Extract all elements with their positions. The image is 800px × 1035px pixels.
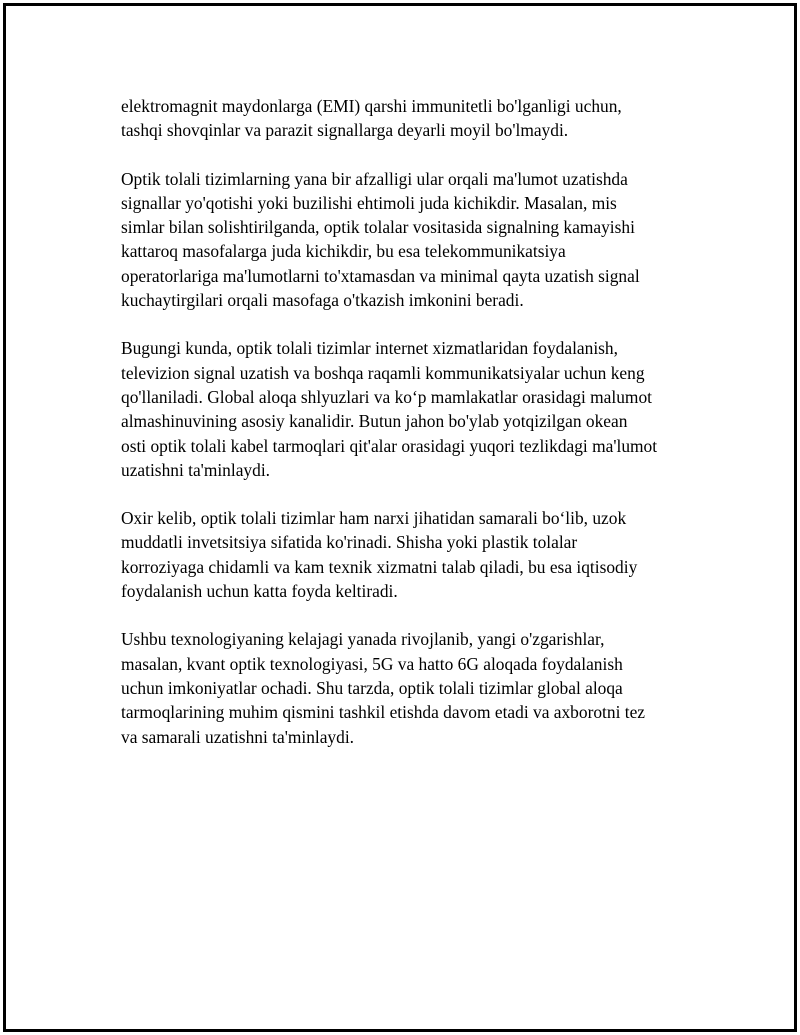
text-line: uchun imkoniyatlar ochadi. Shu tarzda, optik tolali tizimlar global aloqa — [121, 677, 623, 698]
paragraph-1 — [121, 94, 701, 143]
document-page — [3, 3, 797, 1032]
text-line: muddatli invetsitsiya sifatida ko'rinadi. Shisha yoki plastik tolalar — [121, 532, 578, 553]
text-line: operatorlariga ma'lumotlarni to'xtamasdan va minimal qayta uzatish signal — [121, 265, 640, 286]
text-line: kuchaytirgilari orqali masofaga o'tkazish imkonini beradi. — [121, 290, 524, 311]
text-line: Ushbu texnologiyaning kelajagi yanada rivojlanib, yangi o'zgarishlar, — [121, 629, 605, 650]
text-line: signallar yo'qotishi yoki buzilishi ehtimoli juda kichikdir. Masalan, mis — [121, 192, 617, 213]
paragraph-4 — [121, 506, 701, 603]
paragraph-3 — [121, 336, 701, 482]
text-line: simlar bilan solishtirilganda, optik tolalar vositasida signalning kamayishi — [121, 217, 635, 238]
text-line: Optik tolali tizimlarning yana bir afzalligi ular orqali ma'lumot uzatishda — [121, 168, 628, 189]
text-line: almashinuvining asosiy kanalidir. Butun jahon bo'ylab yotqizilgan okean — [121, 411, 628, 432]
text-line: tashqi shovqinlar va parazit signallarga deyarli moyil bo'lmaydi. — [121, 120, 569, 141]
text-line: qo'llaniladi. Global aloqa shlyuzlari va ko‘p mamlakatlar orasidagi malumot — [121, 386, 652, 407]
text-line: kattaroq masofalarga juda kichikdir, bu esa telekommunikatsiya — [121, 241, 566, 262]
text-line: televizion signal uzatish va boshqa raqamli kommunikatsiyalar uchun keng — [121, 362, 645, 383]
paragraph-5 — [121, 627, 701, 748]
text-line: korroziyaga chidamli va kam texnik xizmatni talab qiladi, bu esa iqtisodiy — [121, 556, 638, 577]
text-line: va samarali uzatishni ta'minlaydi. — [121, 726, 355, 747]
text-line: masalan, kvant optik texnologiyasi, 5G va hatto 6G aloqada foydalanish — [121, 653, 623, 674]
paragraph-2 — [121, 167, 701, 313]
text-line: foydalanish uchun katta foyda keltiradi. — [121, 581, 398, 602]
text-line: Oxir kelib, optik tolali tizimlar ham narxi jihatidan samarali bo‘lib, uzok — [121, 508, 627, 529]
text-line: elektromagnit maydonlarga (EMI) qarshi immunitetli bo'lganligi uchun, — [121, 96, 622, 116]
document-body — [121, 94, 701, 773]
text-line: tarmoqlarining muhim qismini tashkil etishda davom etadi va axborotni tez — [121, 702, 646, 723]
text-line: uzatishni ta'minlaydi. — [121, 459, 270, 480]
text-line: Bugungi kunda, optik tolali tizimlar internet xizmatlaridan foydalanish, — [121, 338, 618, 359]
text-line: osti optik tolali kabel tarmoqlari qit'alar orasidagi yuqori tezlikdagi ma'lumot — [121, 435, 658, 456]
